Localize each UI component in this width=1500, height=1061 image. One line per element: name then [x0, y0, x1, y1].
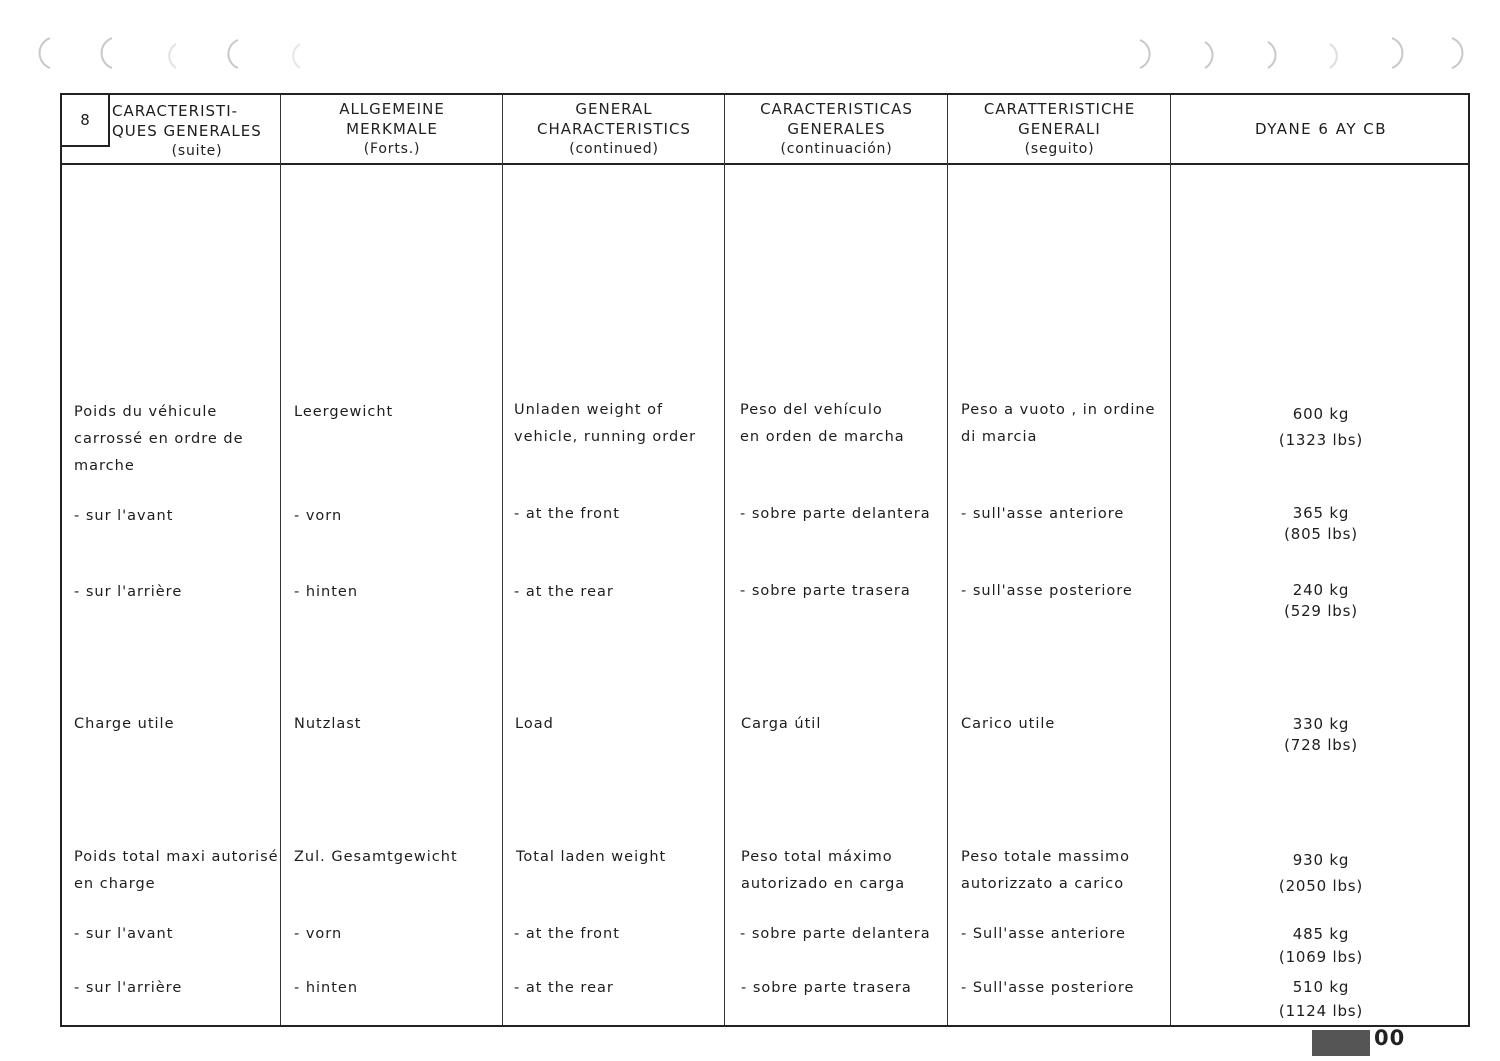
page-number: 00: [1374, 1026, 1406, 1050]
header-german-title: ALLGEMEINE MERKMALE: [339, 100, 445, 138]
header-french: [112, 101, 282, 161]
row-it-total: Peso totale massimo autorizzato a carico: [961, 849, 1131, 892]
section-number: 8: [80, 111, 90, 129]
header-italian: [949, 95, 1170, 163]
hole-mark: [1205, 42, 1213, 68]
row-de-unladen: Leergewicht: [294, 404, 394, 420]
header-spanish-title: CARACTERISTICAS GENERALES: [760, 100, 913, 138]
value-unladen: 600 kg (1323 lbs): [1278, 405, 1364, 449]
row-en-unladen: Unladen weight of vehicle, running order: [514, 402, 697, 445]
header-french-title: CARACTERISTI- QUES GENERALES: [112, 102, 262, 140]
value-front: 365 kg (805 lbs): [1284, 504, 1358, 543]
row-fr-rear: - sur l'arrière: [74, 584, 183, 600]
row-es-unladen: Peso del vehículo en orden de marcha: [740, 402, 905, 445]
header-italian-sub: (seguito): [1024, 141, 1095, 157]
section-number-box: [62, 95, 110, 147]
row-en-total: Total laden weight: [516, 849, 667, 865]
row-de-rear: - hinten: [294, 584, 359, 600]
row-en-rear: - at the rear: [514, 584, 614, 600]
row-it-total-front: - Sull'asse anteriore: [961, 926, 1126, 942]
row-it-total-rear: - Sull'asse posteriore: [961, 980, 1135, 996]
header-spanish: [726, 95, 947, 163]
hole-mark: [1140, 40, 1150, 68]
header-english-title: GENERAL CHARACTERISTICS: [537, 100, 691, 138]
header-english: [504, 95, 724, 163]
hole-mark: [1452, 38, 1462, 68]
row-en-front: - at the front: [514, 506, 620, 522]
row-es-total-front: - sobre parte delantera: [740, 926, 931, 942]
row-de-total-front: - vorn: [294, 926, 343, 942]
hole-mark: [228, 40, 238, 68]
hole-mark: [1330, 44, 1337, 68]
model-name: DYANE 6 AY CB: [1254, 120, 1388, 138]
row-de-total-rear: - hinten: [294, 980, 359, 996]
row-fr-total-front: - sur l'avant: [74, 926, 174, 942]
row-fr-total-rear: - sur l'arrière: [74, 980, 183, 996]
value-total: 930 kg (2050 lbs): [1278, 851, 1364, 895]
row-it-load: Carico utile: [961, 716, 1056, 732]
header-french-sub: (suite): [171, 143, 223, 159]
header-german-sub: (Forts.): [363, 141, 421, 157]
row-en-load: Load: [515, 716, 554, 732]
hole-mark: [102, 38, 112, 68]
value-load: 330 kg (728 lbs): [1284, 715, 1358, 754]
header-italian-title: CARATTERISTICHE GENERALI: [983, 100, 1136, 138]
characteristics-table: [60, 93, 1470, 1027]
row-de-total: Zul. Gesamtgewicht: [294, 849, 458, 865]
row-es-total-rear: - sobre parte trasera: [741, 980, 912, 996]
row-fr-load: Charge utile: [74, 716, 175, 732]
row-fr-unladen: Poids du véhicule carrossé en ordre de marche: [74, 404, 244, 474]
column-divider: [947, 95, 948, 1025]
column-divider: [280, 95, 281, 1025]
row-it-front: - sull'asse anteriore: [961, 506, 1125, 522]
header-german: [282, 95, 502, 163]
row-de-front: - vorn: [294, 508, 343, 524]
row-es-total: Peso total máximo autorizado en carga: [741, 849, 906, 892]
value-total-rear: 510 kg (1124 lbs): [1278, 978, 1364, 1020]
row-es-load: Carga útil: [741, 716, 822, 732]
hole-mark: [293, 44, 300, 68]
header-spanish-sub: (continuación): [780, 141, 893, 157]
value-total-front: 485 kg (1069 lbs): [1278, 925, 1364, 966]
value-rear: 240 kg (529 lbs): [1284, 581, 1358, 620]
row-de-load: Nutzlast: [294, 716, 362, 732]
row-it-unladen: Peso a vuoto , in ordine di marcia: [961, 402, 1156, 445]
column-divider: [1170, 95, 1171, 1025]
row-en-total-rear: - at the rear: [514, 980, 614, 996]
hole-mark: [169, 44, 176, 68]
hole-mark: [1268, 42, 1276, 68]
hole-mark: [1392, 38, 1402, 68]
header-divider: [62, 163, 1468, 165]
header-model: [1172, 95, 1470, 163]
row-fr-total: Poids total maxi autorisé en charge: [74, 849, 279, 892]
column-divider: [724, 95, 725, 1025]
row-en-total-front: - at the front: [514, 926, 620, 942]
row-es-front: - sobre parte delantera: [740, 506, 931, 522]
page-tab-marker: [1312, 1030, 1370, 1056]
row-es-rear: - sobre parte trasera: [740, 583, 911, 599]
row-fr-front: - sur l'avant: [74, 508, 174, 524]
header-english-sub: (continued): [569, 141, 659, 157]
binder-hole-marks: [0, 0, 1500, 90]
hole-mark: [40, 38, 50, 68]
row-it-rear: - sull'asse posteriore: [961, 583, 1133, 599]
column-divider: [502, 95, 503, 1025]
